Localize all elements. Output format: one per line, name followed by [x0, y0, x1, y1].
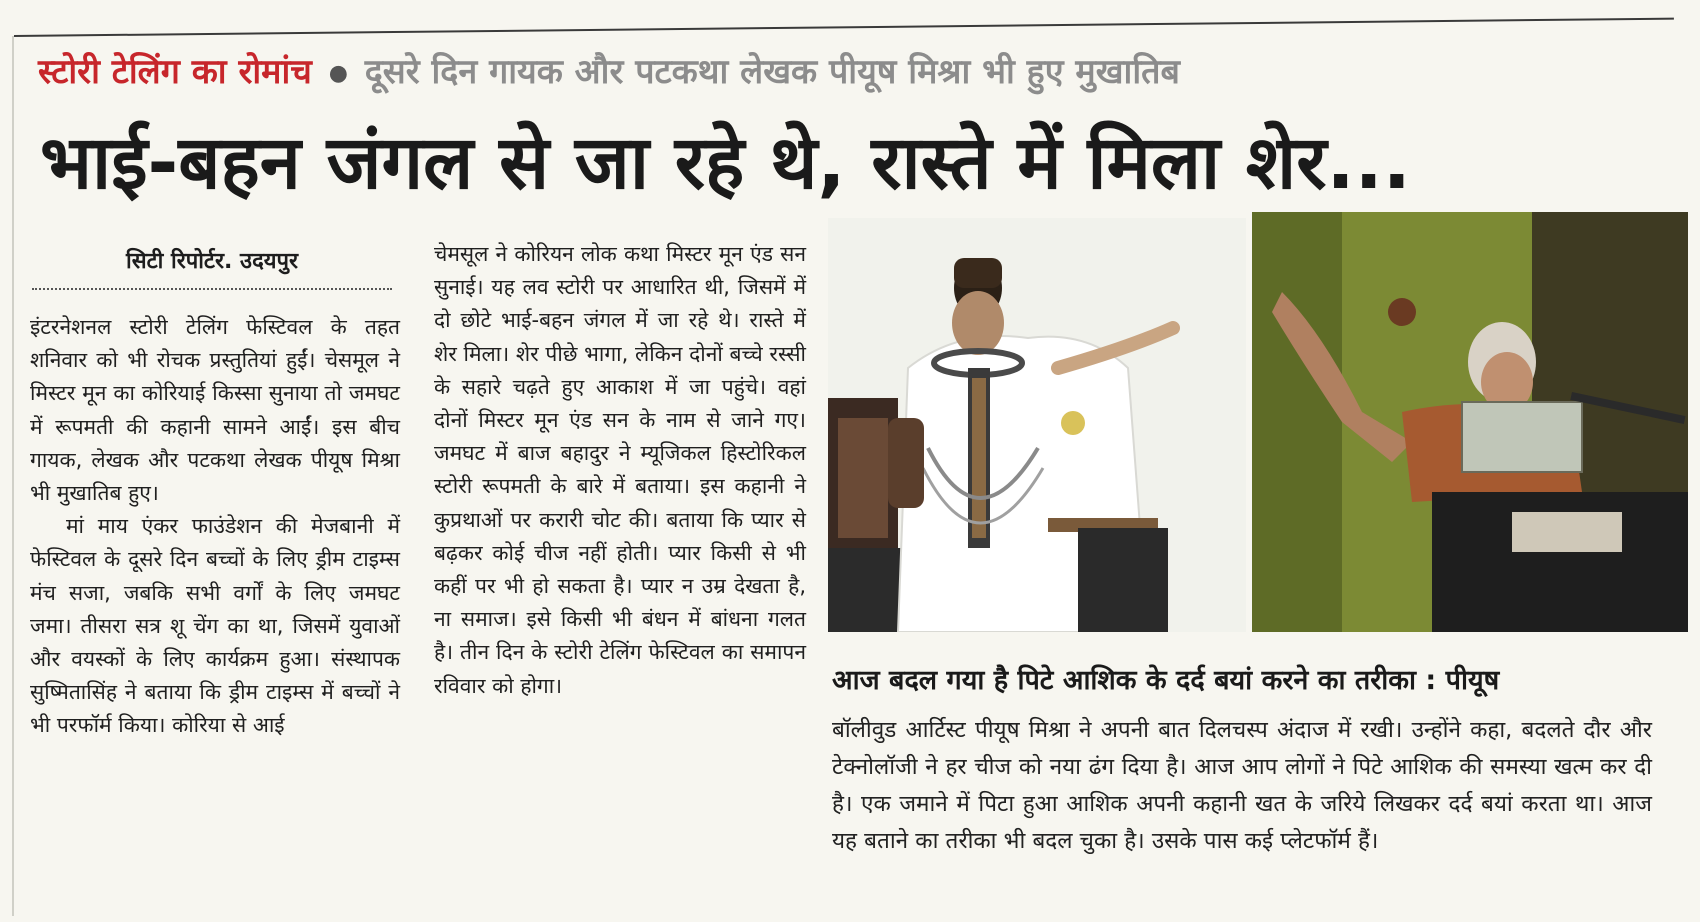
kicker-line: [38, 42, 1180, 104]
speaker-at-lectern-photo: [1252, 212, 1688, 632]
speaker-illustration: [1252, 212, 1688, 632]
column1-paragraph-1: इंटरनेशनल स्टोरी टेलिंग फेस्टिवल के तहत शनिवार को भी रोचक प्रस्तुतियां हुईं। चेसमूल ने मिस्टर मून का कोरियाई किस्सा सुनाया तो जमघट में रूपमती की कहानी सामने आईं। इस बीच गायक, लेखक और पटकथा लेखक पीयूष मिश्रा भी मुखातिब हुए।: [30, 315, 400, 506]
kicker-section: स्टोरी टेलिंग का रोमांच: [38, 52, 312, 92]
performer-illustration: [828, 218, 1246, 632]
top-rule: [14, 18, 1674, 37]
byline-divider: [32, 288, 392, 290]
clipping-edge: [12, 36, 14, 916]
body-column-1: [30, 311, 400, 743]
sidebar-heading: आज बदल गया है पिटे आशिक के दर्द बयां करने का तरीका : पीयूष: [832, 665, 1500, 696]
kicker-subtitle: दूसरे दिन गायक और पटकथा लेखक पीयूष मिश्रा भी हुए मुखातिब: [364, 52, 1180, 92]
column1-paragraph-2: मां माय एंकर फाउंडेशन की मेजबानी में फेस्टिवल के दूसरे दिन बच्चों के लिए ड्रीम टाइम्स मंच सजा, जबकि सभी वर्गों के लिए जमघट जमा। तीसरा सत्र शू चेंग का था, जिसमें युवाओं और वयस्कों के लिए कार्यक्रम हुआ। संस्थापक सुष्मितासिंह ने बताया कि ड्रीम टाइम्स में बच्चों ने भी परफॉर्म किया। कोरिया से आई: [30, 514, 400, 738]
storyteller-performer-photo: [828, 218, 1246, 632]
bullet-icon: ●: [328, 60, 348, 86]
body-column-2: [434, 238, 806, 703]
sidebar-paragraph: बॉलीवुड आर्टिस्ट पीयूष मिश्रा ने अपनी बात दिलचस्प अंदाज में रखी। उन्होंने कहा, बदलते दौर और टेक्नोलॉजी ने हर चीज को नया ढंग दिया है। आज आप लोगों ने पिटे आशिक की समस्या खत्म कर दी है। एक जमाने में पिटा हुआ आशिक अपनी कहानी खत के जरिये लिखकर दर्द बयां करता था। आज यह बताने का तरीका भी बदल चुका है। उसके पास कई प्लेटफॉर्म हैं।: [832, 717, 1652, 854]
byline: सिटी रिपोर्टर. उदयपुर: [126, 249, 299, 274]
headline: भाई-बहन जंगल से जा रहे थे, रास्ते में मिला शेर...: [40, 120, 1411, 206]
column2-paragraph-1: चेमसूल ने कोरियन लोक कथा मिस्टर मून एंड सन सुनाई। यह लव स्टोरी पर आधारित थी, जिसमें में दो छोटे भाई-बहन जंगल में जा रहे थे। रास्ते में शेर मिला। शेर पीछे भागा, लेकिन दोनों बच्चे रस्सी के सहारे चढ़ते हुए आकाश में जा पहुंचे। वहां दोनों मिस्टर मून एंड सन के नाम से जाने गए। जमघट में बाज बहादुर ने म्यूजिकल हिस्टोरिकल स्टोरी रूपमती के बारे में बताया। इस कहानी ने कुप्रथाओं पर करारी चोट की। बताया कि प्यार से बढ़कर कोई चीज नहीं होती। प्यार किसी से भी कहीं पर भी हो सकता है। प्यार न उम्र देखता है, ना समाज। इसे किसी भी बंधन में बांधना गलत है। तीन दिन के स्टोरी टेलिंग फेस्टिवल का समापन रविवार को होगा।: [434, 242, 806, 698]
sidebar-body: [832, 712, 1652, 860]
